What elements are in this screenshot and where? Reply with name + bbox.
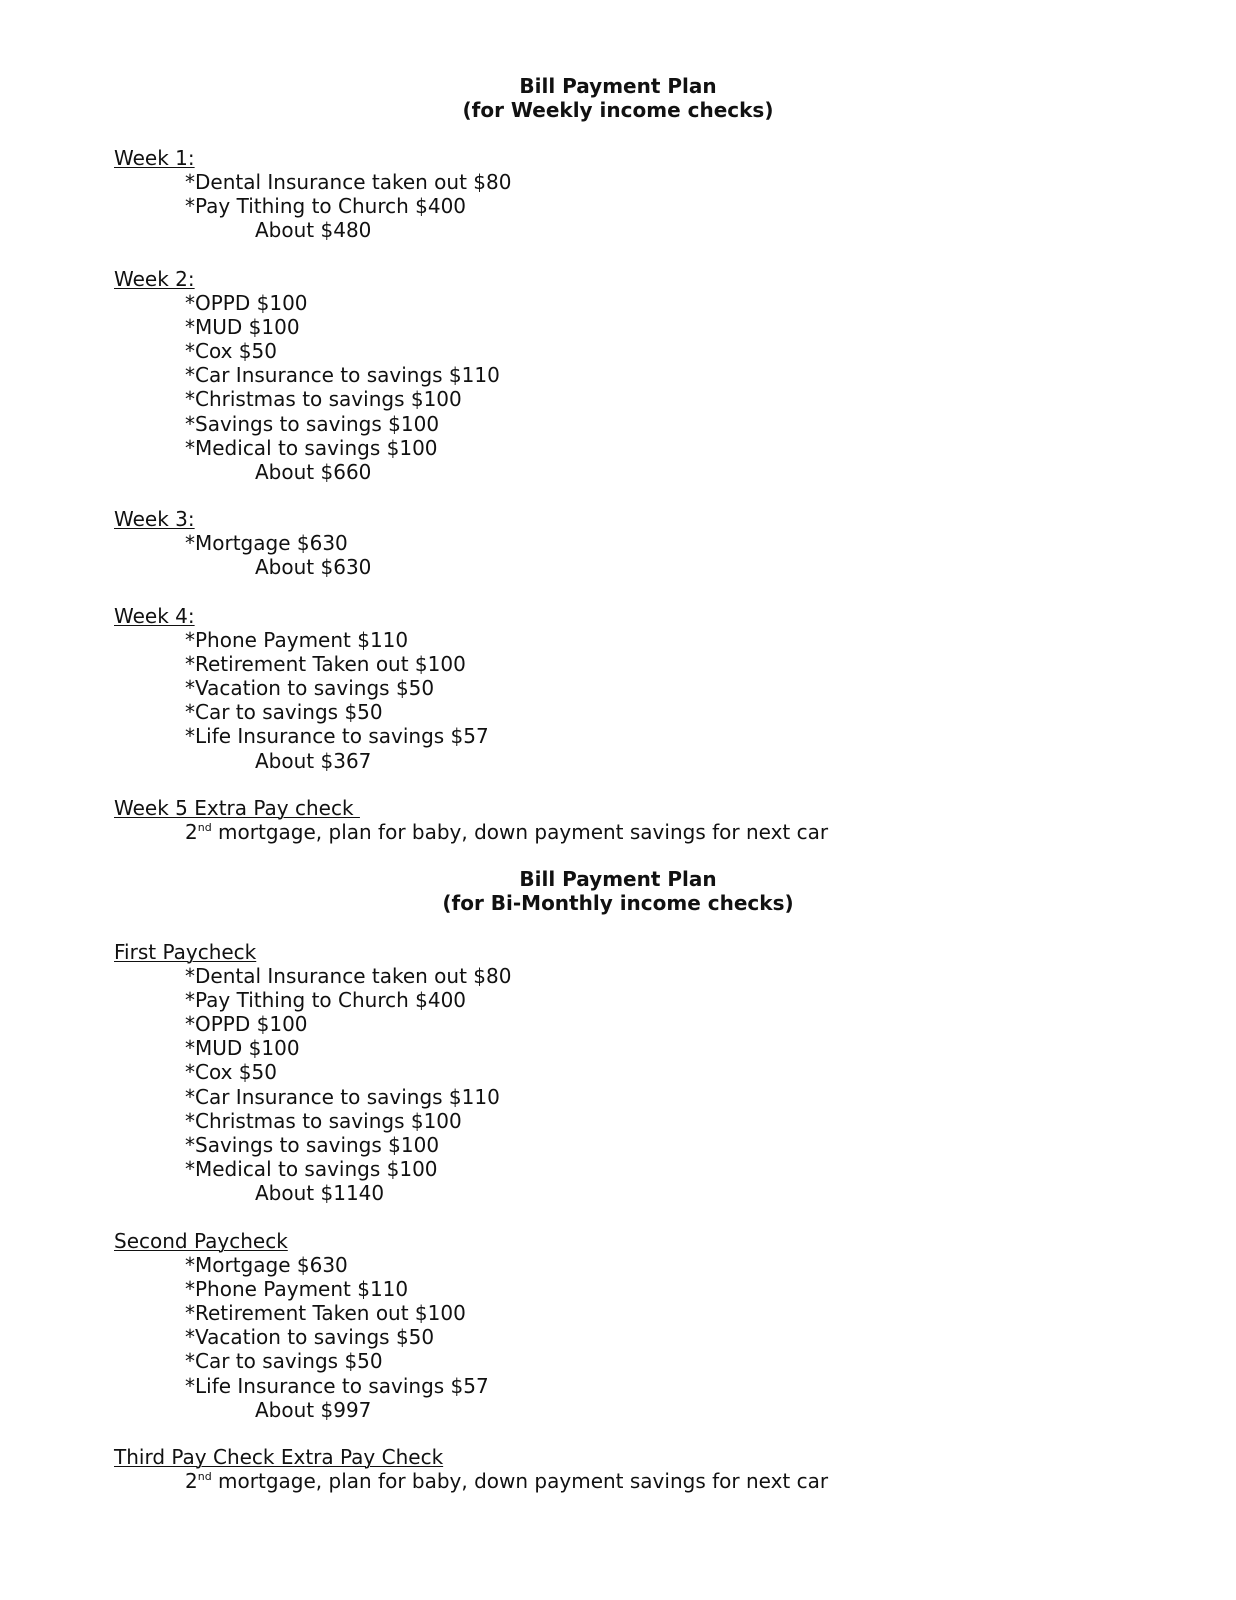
weekly-plan-subheading: (for Weekly income checks): [462, 98, 774, 123]
bill-item: *MUD $100: [185, 1036, 300, 1061]
section-heading: Week 2:: [114, 267, 195, 291]
bimonthly-plan-subheading: (for Bi-Monthly income checks): [442, 891, 794, 916]
third-paycheck-extra-section: [114, 1445, 1114, 1493]
section-heading: Week 1:: [114, 146, 195, 170]
section-heading: Week 3:: [114, 507, 195, 531]
note-text: mortgage, plan for baby, down payment savings for next car: [211, 1469, 829, 1494]
section-total: About $367: [255, 748, 372, 773]
section-heading: Third Pay Check Extra Pay Check: [114, 1445, 444, 1469]
weekly-plan-heading: Bill Payment Plan: [519, 74, 717, 98]
bill-item: *Vacation to savings $50: [185, 1325, 435, 1350]
extra-pay-note: [114, 1469, 1114, 1493]
bill-item: *Car to savings $50: [185, 1349, 383, 1374]
week-5-extra-section: [114, 796, 1114, 844]
bill-item: *Cox $50: [185, 1060, 277, 1085]
bill-item: *Medical to savings $100: [185, 1156, 438, 1181]
week-3-section: [114, 507, 1114, 579]
bill-item: *Pay Tithing to Church $400: [185, 988, 467, 1013]
weekly-plan-title: [0, 74, 1236, 122]
section-heading: Week 4:: [114, 604, 195, 628]
bill-item: *Phone Payment $110: [185, 1277, 409, 1302]
bill-item: *Car to savings $50: [185, 700, 383, 725]
section-total: About $660: [255, 459, 372, 484]
bimonthly-plan-title: [0, 867, 1236, 915]
bill-item: *Vacation to savings $50: [185, 676, 435, 701]
note-ordinal-suffix: nd: [197, 821, 212, 835]
bill-item: *Medical to savings $100: [185, 435, 438, 460]
section-total: About $630: [255, 555, 372, 580]
second-paycheck-section: [114, 1229, 1114, 1422]
bill-item: *Mortgage $630: [185, 1253, 348, 1278]
bill-item: *Retirement Taken out $100: [185, 652, 466, 677]
section-heading: First Paycheck: [114, 940, 257, 964]
note-ordinal-number: 2: [185, 1469, 198, 1494]
bill-item: *Mortgage $630: [185, 531, 348, 556]
first-paycheck-section: [114, 940, 1114, 1205]
bill-item: *Cox $50: [185, 339, 277, 364]
week-4-section: [114, 604, 1114, 773]
bill-item: *Retirement Taken out $100: [185, 1301, 466, 1326]
section-total: About $1140: [255, 1180, 385, 1205]
note-text: mortgage, plan for baby, down payment savings for next car: [211, 820, 829, 845]
week-2-section: [114, 267, 1114, 484]
section-total: About $997: [255, 1397, 372, 1422]
bill-item: *Life Insurance to savings $57: [185, 724, 489, 749]
extra-pay-note: [114, 820, 1114, 844]
bill-item: *Car Insurance to savings $110: [185, 1084, 500, 1109]
bill-item: *Savings to savings $100: [185, 411, 440, 436]
section-total: About $480: [255, 218, 372, 243]
bimonthly-plan-heading: Bill Payment Plan: [519, 867, 717, 891]
week-1-section: [114, 146, 1114, 242]
bill-item: *Dental Insurance taken out $80: [185, 170, 512, 195]
bill-item: *OPPD $100: [185, 1012, 308, 1037]
bill-item: *Life Insurance to savings $57: [185, 1373, 489, 1398]
section-heading: Second Paycheck: [114, 1229, 288, 1253]
bill-item: *Dental Insurance taken out $80: [185, 964, 512, 989]
bill-item: *Christmas to savings $100: [185, 1108, 462, 1133]
bill-item: *MUD $100: [185, 315, 300, 340]
section-heading: Week 5 Extra Pay check: [114, 796, 360, 820]
bill-item: *Savings to savings $100: [185, 1132, 440, 1157]
bill-item: *Pay Tithing to Church $400: [185, 194, 467, 219]
bill-item: *Christmas to savings $100: [185, 387, 462, 412]
bill-item: *Car Insurance to savings $110: [185, 363, 500, 388]
note-ordinal-number: 2: [185, 820, 198, 845]
note-ordinal-suffix: nd: [197, 1470, 212, 1484]
bill-item: *OPPD $100: [185, 291, 308, 316]
bill-item: *Phone Payment $110: [185, 628, 409, 653]
